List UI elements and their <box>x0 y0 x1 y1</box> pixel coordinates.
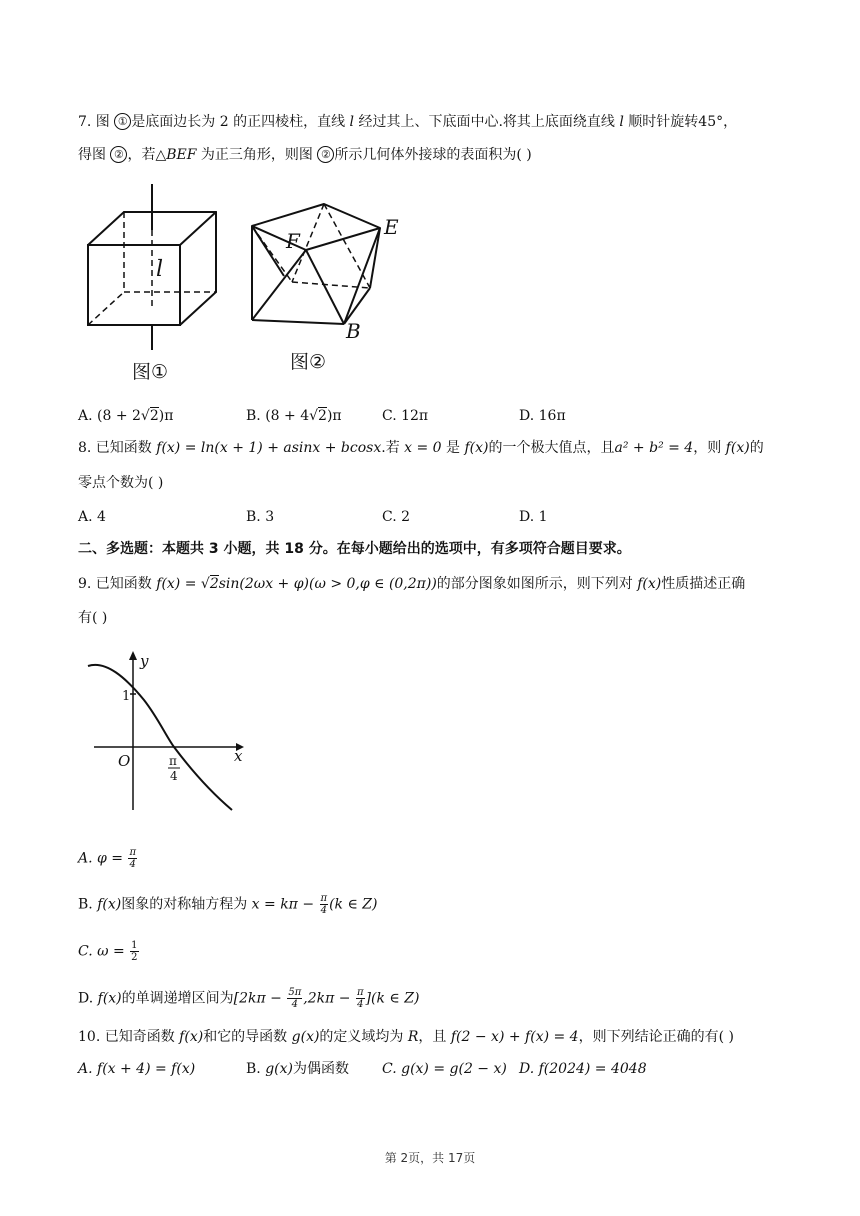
q10-stem: 10. 已知奇函数 f(x)和它的导函数 g(x)的定义域均为 R，且 f(2 − x) + f(x) = 4，则下列结论正确的有( ) <box>78 1029 734 1045</box>
q7-option-b: B. (8 + 4√2)π <box>246 408 342 424</box>
q9-option-a: A. φ = $\frac{\pi}{4}$ <box>78 847 137 870</box>
q10-option-a: A. f(x + 4) = f(x) <box>78 1061 196 1077</box>
prism-axis-label: l <box>156 257 164 282</box>
q7-option-c: C. 12π <box>382 408 429 424</box>
q7-option-a: A. (8 + 2√2)π <box>78 408 174 424</box>
circled-2: ② <box>110 146 127 163</box>
page-footer: 第 2页，共 17页 <box>384 1151 476 1165</box>
x-tick-pi-numerator: π <box>169 754 177 768</box>
q8-option-d: D. 1 <box>519 509 548 525</box>
vertex-label-F: F <box>286 229 300 253</box>
section-heading-multi-choice: 二、多选题：本题共 3 小题，共 18 分。在每小题给出的选项中，有多项符合题目要求。 <box>78 541 631 557</box>
q9-stem-line2: 有( ) <box>78 610 108 626</box>
sine-graph <box>86 648 256 818</box>
circled-1: ① <box>114 113 131 130</box>
y-axis-label: y <box>140 652 149 670</box>
q8-option-b: B. 3 <box>246 509 275 525</box>
q7-stem-line1: 7. 图 ① 是底面边长为 2 的正四棱柱，直线 l 经过其上、下底面中心.将其上底面绕直线 l 顺时针旋转45°， <box>78 114 738 130</box>
vertex-label-B: B <box>346 319 361 343</box>
origin-label: O <box>118 752 131 770</box>
vertex-label-E: E <box>384 215 399 239</box>
q10-option-b: B. g(x)为偶函数 <box>246 1061 349 1077</box>
figure-prism <box>74 180 234 390</box>
y-tick-1: 1 <box>122 689 131 704</box>
q9-stem-line1: 9. 已知函数 f(x) = √2sin(2ωx + φ)(ω > 0,φ ∈ (0,2π))的部分图象如图所示，则下列对 f(x)性质描述正确 <box>78 576 746 592</box>
q8-option-c: C. 2 <box>382 509 411 525</box>
prism-front-face <box>88 245 180 325</box>
q9-option-d: D. f(x)的单调递增区间为[2kπ − $\frac{5\pi}{4}$ ,2kπ − $\frac{\pi}{4}$ ](k ∈ Z) <box>78 987 420 1010</box>
q9-option-b: B. f(x)图象的对称轴方程为 x = kπ − $\frac{\pi}{4}$ (k ∈ Z) <box>78 893 378 916</box>
q8-stem-line2: 零点个数为( ) <box>78 475 164 491</box>
q10-option-c: C. g(x) = g(2 − x) <box>382 1061 507 1077</box>
figure-twisted-prism <box>240 190 420 380</box>
q7-stem-line2: 得图 ② ，若△BEF 为正三角形，则图 ② 所示几何体外接球的表面积为( ) <box>78 147 532 163</box>
figure-2-caption: 图② <box>290 351 327 373</box>
q8-stem-line1: 8. 已知函数 f(x) = ln(x + 1) + asinx + bcosx.若 x = 0 是 f(x)的一个极大值点，且a² + b² = 4，则 f(x)的 <box>78 440 764 456</box>
q9-option-c: C. ω = $\frac{1}{2}$ <box>78 940 138 963</box>
x-axis-label: x <box>234 747 243 765</box>
figure-1-caption: 图① <box>132 361 169 383</box>
q10-option-d: D. f(2024) = 4048 <box>519 1061 647 1077</box>
x-tick-pi-denominator: 4 <box>170 769 178 783</box>
circled-2b: ② <box>317 146 334 163</box>
q7-option-d: D. 16π <box>519 408 566 424</box>
q8-option-a: A. 4 <box>78 509 106 525</box>
